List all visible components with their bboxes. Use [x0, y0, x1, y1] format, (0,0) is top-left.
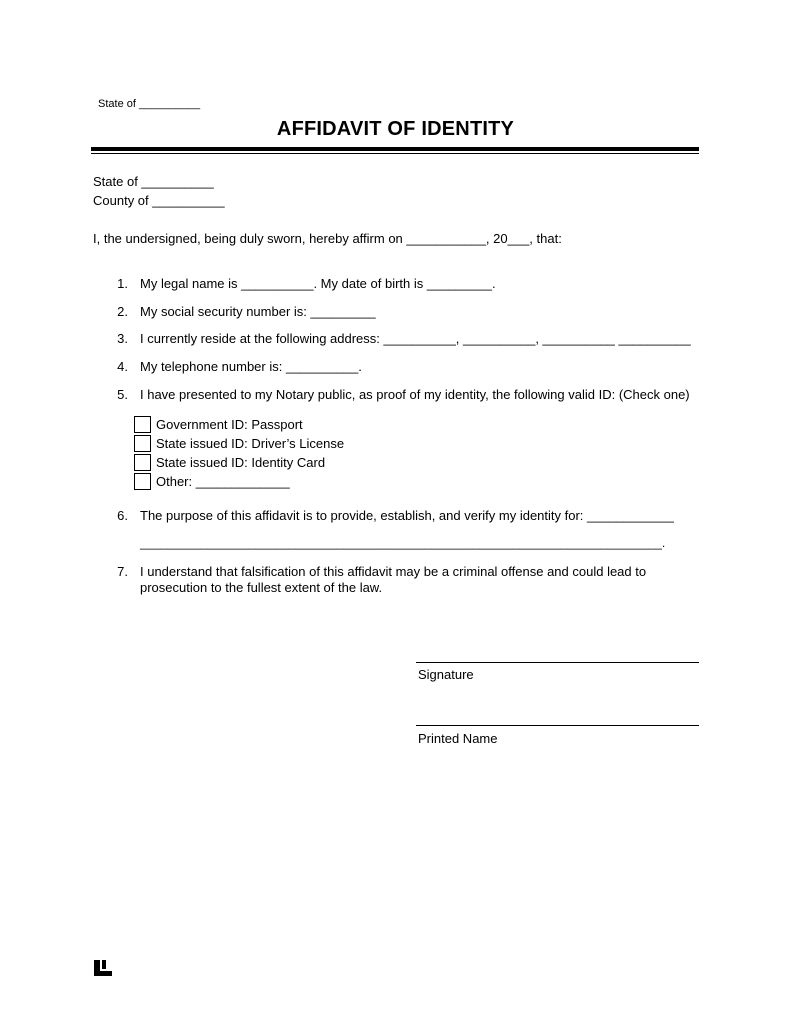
item-number: 4.	[117, 359, 128, 374]
item-text-id-presented: I have presented to my Notary public, as proof of my identity, the following valid ID: (Check one)	[140, 387, 690, 402]
item-text-telephone: My telephone number is: __________.	[140, 359, 362, 374]
item-text-falsification: I understand that falsification of this affidavit may be a criminal offense and could lead to	[140, 564, 647, 579]
title-rule-thin	[91, 153, 699, 154]
id-option-label: State issued ID: Identity Card	[156, 455, 326, 470]
header-state-line: State of __________	[98, 98, 201, 110]
id-option-label: State issued ID: Driver’s License	[156, 436, 345, 451]
signature-label: Signature	[418, 667, 474, 682]
checkbox[interactable]	[134, 473, 151, 490]
item-number: 7.	[117, 564, 128, 579]
item-text-falsification-continuation: prosecution to the fullest extent of the law.	[140, 580, 383, 595]
item-number: 3.	[117, 331, 128, 346]
venue-county-line: County of __________	[93, 193, 225, 208]
venue-state-line: State of __________	[93, 174, 214, 189]
item-text-purpose-continuation: _____________________________________________________________________________.	[140, 536, 666, 550]
id-option-label: Other: _____________	[156, 474, 290, 489]
checkbox[interactable]	[134, 435, 151, 452]
signature-line[interactable]	[416, 662, 699, 663]
item-number: 5.	[117, 387, 128, 402]
intro-paragraph: I, the undersigned, being duly sworn, hereby affirm on ___________, 20___, that:	[93, 231, 562, 246]
id-option-drivers-license[interactable]	[134, 435, 344, 452]
checkbox[interactable]	[134, 416, 151, 433]
printed-name-line[interactable]	[416, 725, 699, 726]
brand-logo-icon	[94, 960, 112, 976]
item-text-address: I currently reside at the following address: __________, __________, __________ __________	[140, 331, 691, 346]
item-text-ssn: My social security number is: _________	[140, 304, 376, 319]
item-text-purpose: The purpose of this affidavit is to provide, establish, and verify my identity for: ____________	[140, 508, 674, 523]
document-title: AFFIDAVIT OF IDENTITY	[276, 118, 515, 140]
item-number: 6.	[117, 508, 128, 523]
title-rule-thick	[91, 147, 699, 151]
id-option-identity-card[interactable]	[134, 454, 325, 471]
id-option-other[interactable]	[134, 473, 290, 490]
id-option-passport[interactable]	[134, 416, 303, 433]
checkbox[interactable]	[134, 454, 151, 471]
item-number: 2.	[117, 304, 128, 319]
printed-name-label: Printed Name	[418, 731, 498, 746]
id-option-label: Government ID: Passport	[156, 417, 303, 432]
item-number: 1.	[117, 276, 128, 291]
item-text-legal-name: My legal name is __________. My date of birth is _________.	[140, 276, 496, 291]
